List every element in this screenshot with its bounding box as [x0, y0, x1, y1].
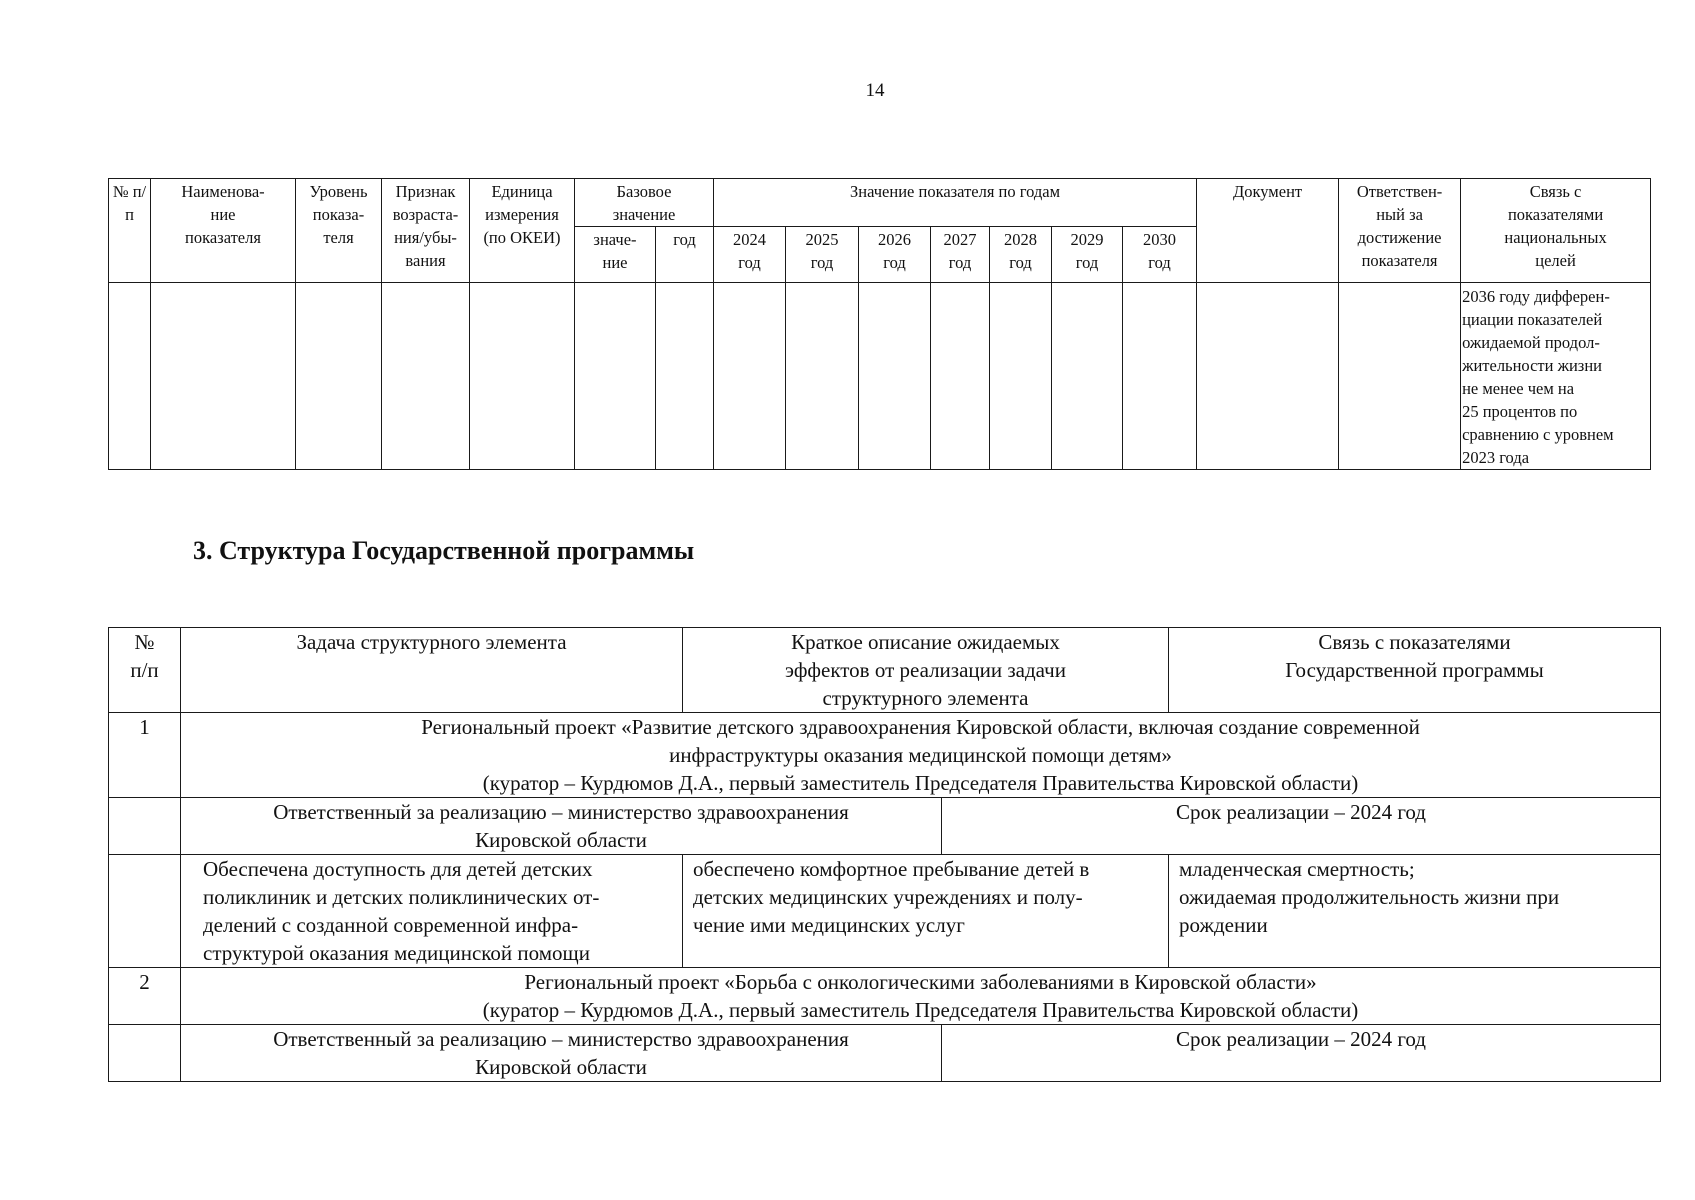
table1-header-row [109, 179, 1651, 227]
cell-empty [859, 283, 931, 470]
project2-title: Региональный проект «Борьба с онкологическими заболеваниями в Кировской области» (куратор – Курдюмов Д.А., первый заместитель Председателя Правительства Кировской области) [181, 968, 1661, 1025]
table2-header-row [109, 628, 1661, 713]
header-years-group: Значение показателя по годам [714, 179, 1197, 227]
project1-title-row [109, 713, 1661, 798]
header-document: Документ [1197, 179, 1339, 283]
header-indicator-name: Наименова- ние показателя [151, 179, 296, 283]
page-number: 14 [865, 80, 885, 101]
table1-data-row [109, 283, 1651, 470]
cell-empty [1123, 283, 1197, 470]
cell-empty [109, 1025, 181, 1082]
section-heading: 3. Структура Государственной программы [193, 536, 695, 565]
header-year-2026: 2026 год [859, 227, 931, 283]
header-responsible: Ответствен- ный за достижение показателя [1339, 179, 1461, 283]
national-goals-link-text: 2036 году дифферен- циации показателей ожидаемой продол- жительности жизни не менее чем на 25 процентов по сравнению с уровнем 2023 года [1461, 283, 1651, 470]
project1-responsible: Ответственный за реализацию – министерство здравоохранения Кировской области [181, 798, 942, 855]
cell-empty [931, 283, 990, 470]
cell-empty [786, 283, 859, 470]
cell-empty [714, 283, 786, 470]
header-year-2025: 2025 год [786, 227, 859, 283]
header-unit: Единица измерения (по ОКЕИ) [470, 179, 575, 283]
project1-indicators: младенческая смертность; ожидаемая продолжительность жизни при рождении [1169, 855, 1661, 968]
header-indicators-link: Связь с показателями Государственной программы [1169, 628, 1661, 713]
header-sign: Признак возраста- ния/убы- вания [382, 179, 470, 283]
project2-responsible: Ответственный за реализацию – министерство здравоохранения Кировской области [181, 1025, 942, 1082]
cell-empty [109, 855, 181, 968]
header-base-year: год [656, 227, 714, 283]
header-link: Связь с показателями национальных целей [1461, 179, 1651, 283]
project1-task-row [109, 855, 1661, 968]
project2-responsible-row [109, 1025, 1661, 1082]
project1-effect: обеспечено комфортное пребывание детей в детских медицинских учреждениях и полу- чение ими медицинских услуг [683, 855, 1169, 968]
header-year-2030: 2030 год [1123, 227, 1197, 283]
cell-empty [1197, 283, 1339, 470]
project1-title: Региональный проект «Развитие детского здравоохранения Кировской области, включая создание современной инфраструктуры оказания медицинской помощи детям» (куратор – Курдюмов Д.А., первый заместитель Председателя Правительства Кировской области) [181, 713, 1661, 798]
header-effects: Краткое описание ожидаемых эффектов от реализации задачи структурного элемента [683, 628, 1169, 713]
cell-empty [296, 283, 382, 470]
header-task: Задача структурного элемента [181, 628, 683, 713]
project1-task: Обеспечена доступность для детей детских поликлиник и детских поликлинических от- делений с созданной современной инфра- структурой оказания медицинской помощи [181, 855, 683, 968]
header-year-2028: 2028 год [990, 227, 1052, 283]
project2-term: Срок реализации – 2024 год [942, 1025, 1661, 1082]
header-year-2029: 2029 год [1052, 227, 1123, 283]
header-num: № п/п [109, 628, 181, 713]
project1-responsible-row [109, 798, 1661, 855]
cell-empty [109, 283, 151, 470]
cell-empty [656, 283, 714, 470]
indicators-table [108, 178, 1651, 470]
cell-empty [470, 283, 575, 470]
cell-empty [109, 798, 181, 855]
header-base: Базовое значение [575, 179, 714, 227]
cell-empty [1052, 283, 1123, 470]
header-year-2027: 2027 год [931, 227, 990, 283]
program-structure-table [108, 627, 1661, 1082]
cell-empty [1339, 283, 1461, 470]
header-num: № п/п [109, 179, 151, 283]
cell-empty [151, 283, 296, 470]
project1-term: Срок реализации – 2024 год [942, 798, 1661, 855]
header-year-2024: 2024 год [714, 227, 786, 283]
project2-title-row [109, 968, 1661, 1025]
cell-empty [382, 283, 470, 470]
header-base-value: значе- ние [575, 227, 656, 283]
cell-empty [575, 283, 656, 470]
header-level: Уровень показа- теля [296, 179, 382, 283]
cell-empty [990, 283, 1052, 470]
project1-num: 1 [109, 713, 181, 798]
project2-num: 2 [109, 968, 181, 1025]
